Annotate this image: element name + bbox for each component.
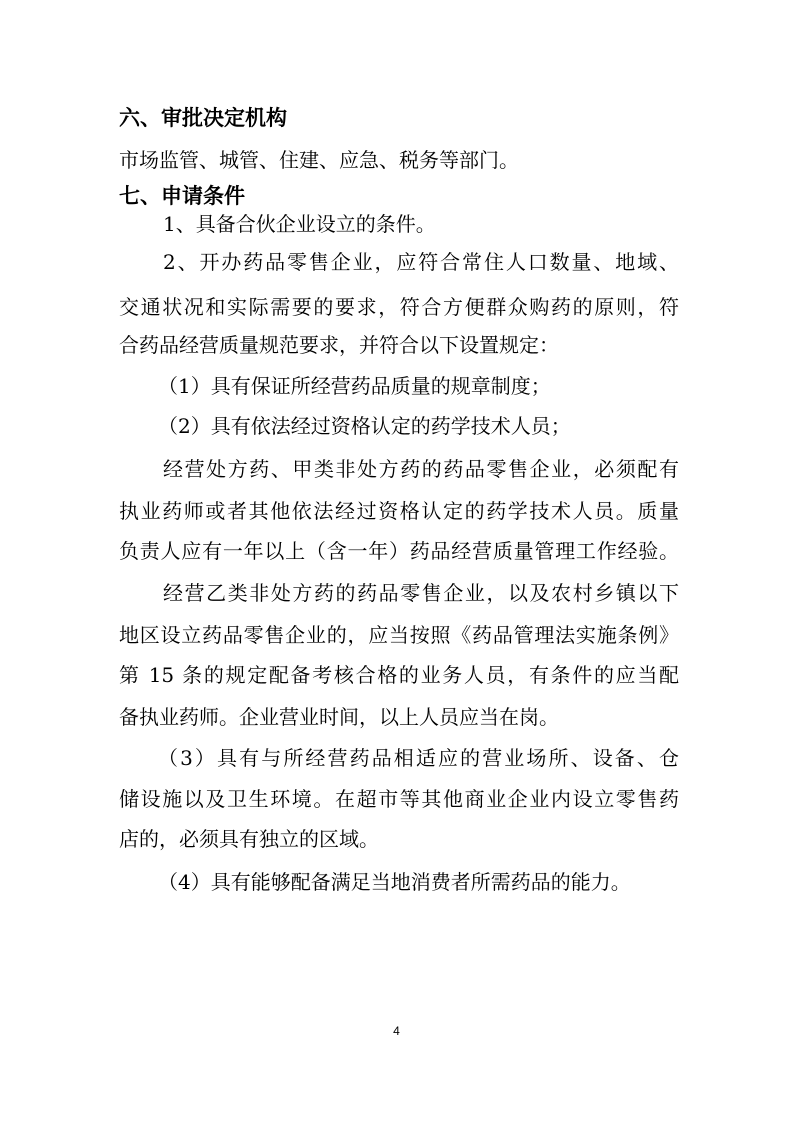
- list-item: （1）具有保证所经营药品质量的规章制度；: [158, 374, 551, 398]
- page-number: 4: [393, 1024, 400, 1038]
- section-6-heading: 六、审批决定机构: [119, 106, 287, 130]
- paragraph-line: 第 15 条的规定配备考核合格的业务人员，有条件的应当配: [119, 663, 679, 687]
- paragraph-line: 地区设立药品零售企业的，应当按照《药品管理法实施条例》: [119, 623, 679, 647]
- list-item: （4）具有能够配备满足当地消费者所需药品的能力。: [158, 870, 631, 894]
- section-7-heading: 七、申请条件: [119, 184, 245, 208]
- paragraph-line: 2、开办药品零售企业，应符合常住人口数量、地域、: [163, 250, 679, 274]
- paragraph-line: 合药品经营质量规范要求，并符合以下设置规定：: [119, 333, 559, 357]
- paragraph-line: 经营处方药、甲类非处方药的药品零售企业，必须配有: [163, 457, 679, 481]
- paragraph-line: 储设施以及卫生环境。在超市等其他商业企业内设立零售药: [119, 787, 679, 811]
- paragraph-line: 备执业药师。企业营业时间，以上人员应当在岗。: [119, 705, 559, 729]
- paragraph-line: 交通状况和实际需要的要求，符合方便群众购药的原则，符: [119, 295, 679, 319]
- paragraph-line: 执业药师或者其他依法经过资格认定的药学技术人员。质量: [119, 499, 679, 523]
- paragraph-line: 负责人应有一年以上（含一年）药品经营质量管理工作经验。: [119, 539, 679, 563]
- list-item: （3）具有与所经营药品相适应的营业场所、设备、仓: [158, 746, 679, 770]
- paragraph-line: 经营乙类非处方药的药品零售企业，以及农村乡镇以下: [163, 581, 679, 605]
- section-6-body: 市场监管、城管、住建、应急、税务等部门。: [119, 148, 519, 172]
- list-item: （2）具有依法经过资格认定的药学技术人员；: [158, 414, 571, 438]
- paragraph-line: 店的，必须具有独立的区域。: [119, 827, 379, 851]
- paragraph-line: 1、具备合伙企业设立的条件。: [163, 212, 436, 236]
